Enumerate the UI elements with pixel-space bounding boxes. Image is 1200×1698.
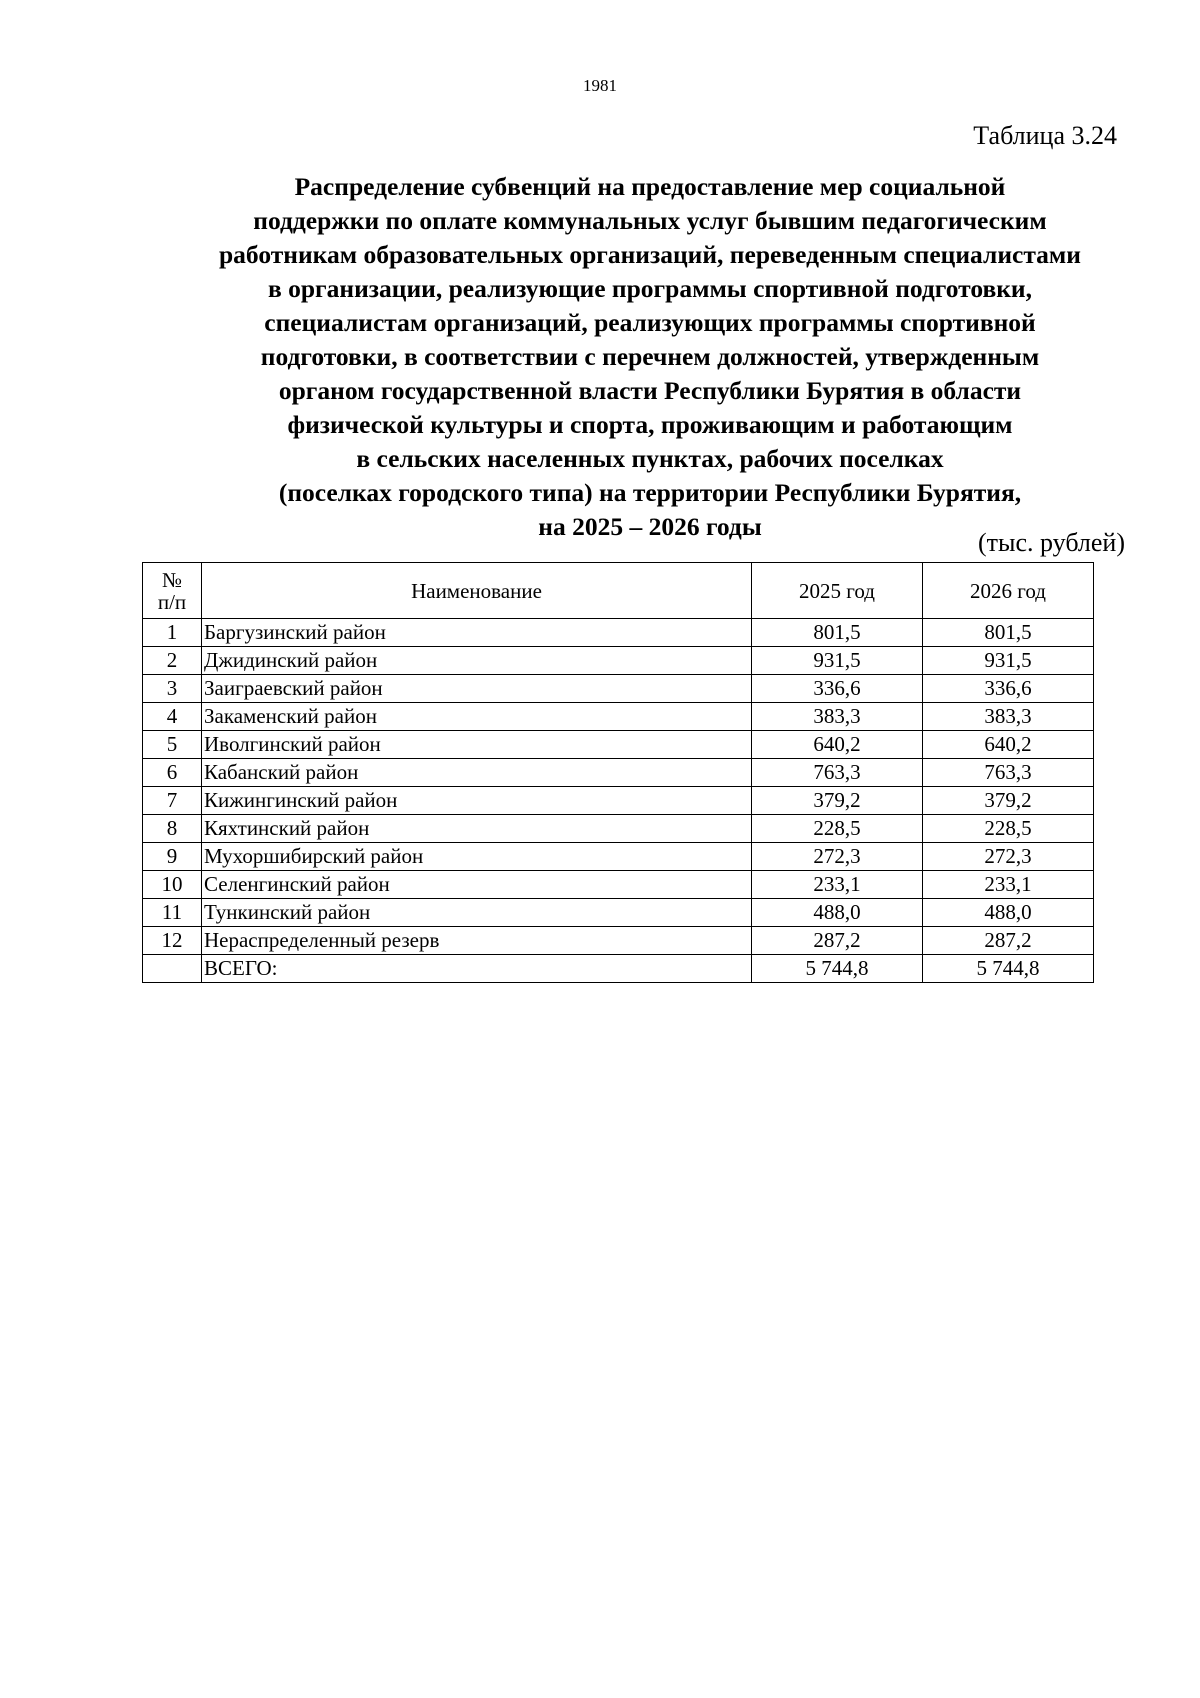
row-name: Закаменский район: [202, 703, 752, 731]
row-2025-value: 640,2: [752, 731, 923, 759]
row-number: 9: [143, 843, 202, 871]
row-number: 1: [143, 619, 202, 647]
row-2026-value: 233,1: [923, 871, 1094, 899]
table-row: [143, 647, 1094, 675]
row-2025-value: 287,2: [752, 927, 923, 955]
header-2025: 2025 год: [752, 563, 923, 619]
table-row: [143, 787, 1094, 815]
total-2025-value: 5 744,8: [752, 955, 923, 983]
title-line: специалистам организаций, реализующих программы спортивной: [264, 308, 1036, 337]
row-name: Заиграевский район: [202, 675, 752, 703]
table-total-row: [143, 955, 1094, 983]
title-line: на 2025 – 2026 годы: [538, 512, 762, 541]
row-name: Мухоршибирский район: [202, 843, 752, 871]
row-2026-value: 228,5: [923, 815, 1094, 843]
row-number: 11: [143, 899, 202, 927]
row-name: Кяхтинский район: [202, 815, 752, 843]
title-line: в организации, реализующие программы спортивной подготовки,: [267, 274, 1033, 303]
total-2026-value: 5 744,8: [923, 955, 1094, 983]
row-number: 4: [143, 703, 202, 731]
table-row: [143, 619, 1094, 647]
document-title: [130, 170, 1170, 544]
row-2025-value: 336,6: [752, 675, 923, 703]
row-number: 6: [143, 759, 202, 787]
row-number: 3: [143, 675, 202, 703]
title-line: подготовки, в соответствии с перечнем должностей, утвержденным: [260, 342, 1040, 371]
row-name: Селенгинский район: [202, 871, 752, 899]
row-name: Нераспределенный резерв: [202, 927, 752, 955]
row-2025-value: 272,3: [752, 843, 923, 871]
row-name: Иволгинский район: [202, 731, 752, 759]
table-reference: Таблица 3.24: [973, 121, 1117, 150]
row-2026-value: 763,3: [923, 759, 1094, 787]
row-2026-value: 383,3: [923, 703, 1094, 731]
table-row: [143, 927, 1094, 955]
row-number: 5: [143, 731, 202, 759]
row-number: 8: [143, 815, 202, 843]
row-2026-value: 801,5: [923, 619, 1094, 647]
row-2026-value: 488,0: [923, 899, 1094, 927]
header-name: Наименование: [202, 563, 752, 619]
header-number: № п/п: [143, 563, 202, 619]
row-2025-value: 379,2: [752, 787, 923, 815]
title-line: работникам образовательных организаций, переведенным специалистами: [219, 240, 1081, 269]
row-2025-value: 801,5: [752, 619, 923, 647]
row-2026-value: 640,2: [923, 731, 1094, 759]
row-name: Кабанский район: [202, 759, 752, 787]
row-2025-value: 931,5: [752, 647, 923, 675]
row-2026-value: 931,5: [923, 647, 1094, 675]
table-row: [143, 871, 1094, 899]
title-line: (поселках городского типа) на территории Республики Бурятия,: [278, 478, 1022, 507]
row-name: Тункинский район: [202, 899, 752, 927]
table-header-row: [143, 563, 1094, 619]
row-2025-value: 383,3: [752, 703, 923, 731]
row-2025-value: 228,5: [752, 815, 923, 843]
row-name: Кижингинский район: [202, 787, 752, 815]
table-row: [143, 675, 1094, 703]
table-row: [143, 759, 1094, 787]
table-row: [143, 899, 1094, 927]
row-name: Джидинский район: [202, 647, 752, 675]
title-line: физической культуры и спорта, проживающим и работающим: [287, 410, 1013, 439]
page-number: 1981: [583, 76, 617, 95]
title-line: поддержки по оплате коммунальных услуг бывшим педагогическим: [253, 206, 1047, 235]
row-number: 12: [143, 927, 202, 955]
subvention-table: [142, 562, 1094, 983]
table-row: [143, 815, 1094, 843]
title-line: в сельских населенных пунктах, рабочих поселках: [356, 444, 944, 473]
row-2025-value: 233,1: [752, 871, 923, 899]
header-2026: 2026 год: [923, 563, 1094, 619]
row-2025-value: 488,0: [752, 899, 923, 927]
total-label: ВСЕГО:: [202, 955, 752, 983]
row-2025-value: 763,3: [752, 759, 923, 787]
units-label: (тыс. рублей): [977, 528, 1125, 557]
total-number: [143, 955, 202, 983]
row-number: 10: [143, 871, 202, 899]
title-line: органом государственной власти Республики Бурятия в области: [278, 376, 1022, 405]
row-2026-value: 272,3: [923, 843, 1094, 871]
table-row: [143, 731, 1094, 759]
row-number: 7: [143, 787, 202, 815]
table-row: [143, 843, 1094, 871]
row-name: Баргузинский район: [202, 619, 752, 647]
title-line: Распределение субвенций на предоставление мер социальной: [294, 172, 1006, 201]
row-2026-value: 336,6: [923, 675, 1094, 703]
row-2026-value: 379,2: [923, 787, 1094, 815]
row-2026-value: 287,2: [923, 927, 1094, 955]
table-row: [143, 703, 1094, 731]
row-number: 2: [143, 647, 202, 675]
